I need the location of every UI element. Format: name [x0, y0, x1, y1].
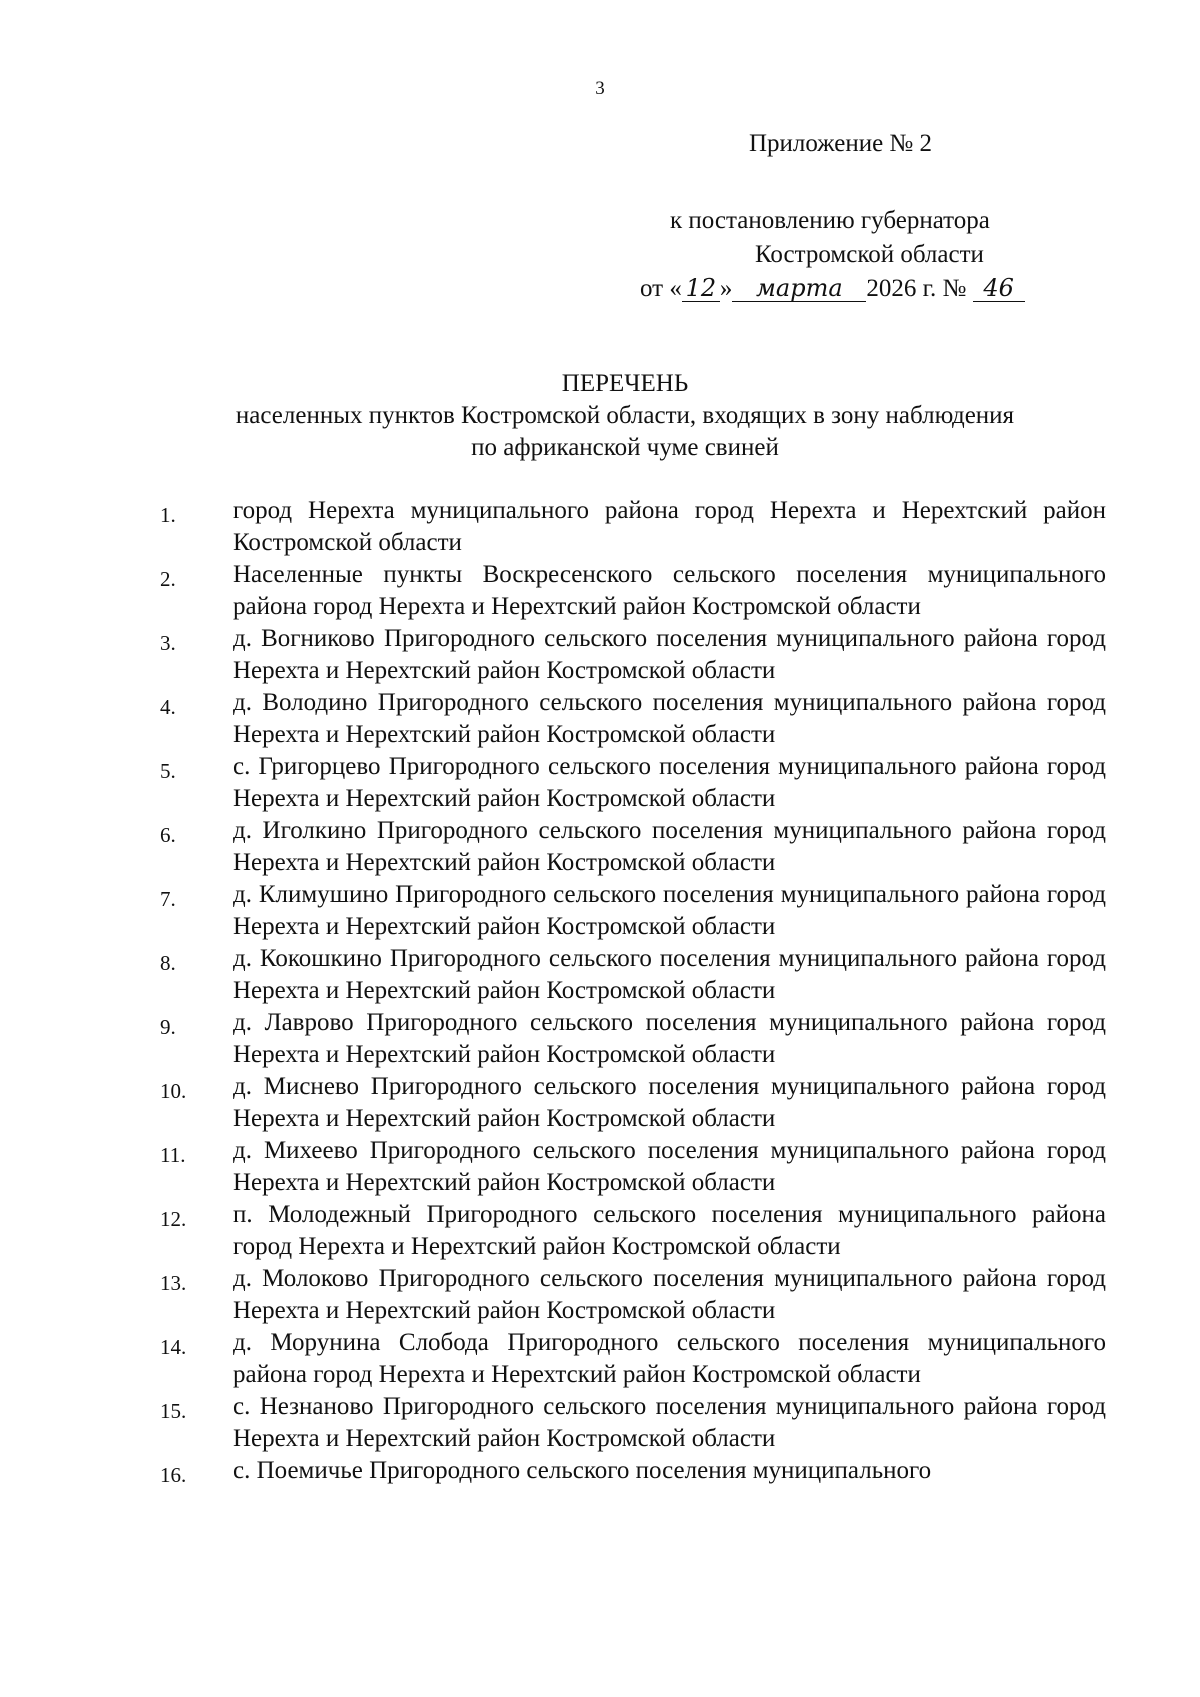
list-item	[160, 879, 1106, 943]
list-item	[160, 751, 1106, 815]
list-item-text: д. Молоково Пригородного сельского поселения муниципального района город Нерехта и Нерехтский район Костромской области	[233, 1265, 1106, 1324]
list-item-text: с. Григорцево Пригородного сельского поселения муниципального района город Нерехта и Нерехтский район Костромской области	[233, 753, 1106, 812]
list-item-number: 8.	[160, 951, 176, 975]
list-item-number: 9.	[160, 1015, 176, 1039]
list-item-number: 5.	[160, 759, 176, 783]
list-item-number: 10.	[160, 1079, 187, 1103]
list-item-text: д. Иголкино Пригородного сельского поселения муниципального района город Нерехта и Нерехтский район Костромской области	[233, 817, 1106, 876]
decree-date-line	[620, 272, 1090, 306]
list-item-number: 4.	[160, 695, 176, 719]
list-item	[160, 1263, 1106, 1327]
list-item-number: 12.	[160, 1207, 187, 1231]
list-item-number: 16.	[160, 1463, 187, 1487]
list-subtitle-line-2: по африканской чуме свиней	[471, 434, 779, 461]
list-item-text: д. Климушино Пригородного сельского поселения муниципального района город Нерехта и Нерехтский район Костромской области	[233, 881, 1106, 940]
list-item	[160, 1007, 1106, 1071]
list-item-text: с. Поемичье Пригородного сельского поселения муниципального	[233, 1457, 932, 1484]
decree-number-handwritten: 46	[973, 275, 1025, 302]
list-item-text: п. Молодежный Пригородного сельского поселения муниципального района город Нерехта и Нерехтский район Костромской области	[233, 1201, 1106, 1260]
list-item	[160, 623, 1106, 687]
list-item-text: с. Незнаново Пригородного сельского поселения муниципального района город Нерехта и Нерехтский район Костромской области	[233, 1393, 1106, 1452]
list-item	[160, 687, 1106, 751]
list-subtitle-line-1: населенных пунктов Костромской области, входящих в зону наблюдения	[235, 402, 1015, 429]
list-item-text: д. Михеево Пригородного сельского поселения муниципального района город Нерехта и Нерехтский район Костромской области	[233, 1137, 1106, 1196]
list-item-text: Населенные пункты Воскресенского сельского поселения муниципального района город Нерехта и Нерехтский район Костромской области	[233, 561, 1106, 620]
list-item-text: д. Вогниково Пригородного сельского поселения муниципального района город Нерехта и Нерехтский район Костромской области	[233, 625, 1106, 684]
list-item	[160, 815, 1106, 879]
settlements-list	[160, 495, 1106, 1487]
list-item	[160, 943, 1106, 1007]
list-item	[160, 1391, 1106, 1455]
list-item-number: 2.	[160, 567, 176, 591]
list-item-number: 7.	[160, 887, 176, 911]
list-item	[160, 495, 1106, 559]
list-item-number: 13.	[160, 1271, 187, 1295]
list-title: ПЕРЕЧЕНЬ	[561, 370, 689, 397]
list-item	[160, 1071, 1106, 1135]
decree-reference	[620, 204, 1090, 306]
list-item-number: 15.	[160, 1399, 187, 1423]
list-heading	[0, 368, 1200, 464]
page-number: 3	[595, 78, 605, 99]
decree-line-2: Костромской области	[755, 241, 984, 268]
list-item-number: 11.	[160, 1143, 186, 1167]
list-item-text: д. Кокошкино Пригородного сельского поселения муниципального района город Нерехта и Нерехтский район Костромской области	[233, 945, 1106, 1004]
list-item-number: 14.	[160, 1335, 187, 1359]
list-item	[160, 1199, 1106, 1263]
list-item-number: 6.	[160, 823, 176, 847]
decree-month-handwritten: марта	[732, 275, 866, 302]
list-item-text: д. Володино Пригородного сельского поселения муниципального района город Нерехта и Нерехтский район Костромской области	[233, 689, 1106, 748]
list-item-text: д. Лаврово Пригородного сельского поселения муниципального района город Нерехта и Нерехтский район Костромской области	[233, 1009, 1106, 1068]
appendix-title: Приложение № 2	[749, 130, 933, 157]
list-item	[160, 1135, 1106, 1199]
list-item-text: д. Миснево Пригородного сельского поселения муниципального района город Нерехта и Нерехтский район Костромской области	[233, 1073, 1106, 1132]
decree-year-text: 2026 г. №	[866, 275, 967, 302]
decree-line-1: к постановлению губернатора	[670, 207, 990, 234]
list-item-number: 3.	[160, 631, 176, 655]
list-item-text: город Нерехта муниципального района город Нерехта и Нерехтский район Костромской области	[233, 497, 1106, 556]
list-item	[160, 559, 1106, 623]
decree-day-close: »	[719, 275, 733, 302]
list-item	[160, 1327, 1106, 1391]
decree-date-prefix: от «	[640, 275, 682, 302]
list-item	[160, 1455, 1106, 1487]
list-item-number: 1.	[160, 503, 176, 527]
list-item-text: д. Морунина Слобода Пригородного сельского поселения муниципального района город Нерехта и Нерехтский район Костромской области	[233, 1329, 1106, 1388]
decree-day-handwritten: 12	[682, 275, 720, 302]
